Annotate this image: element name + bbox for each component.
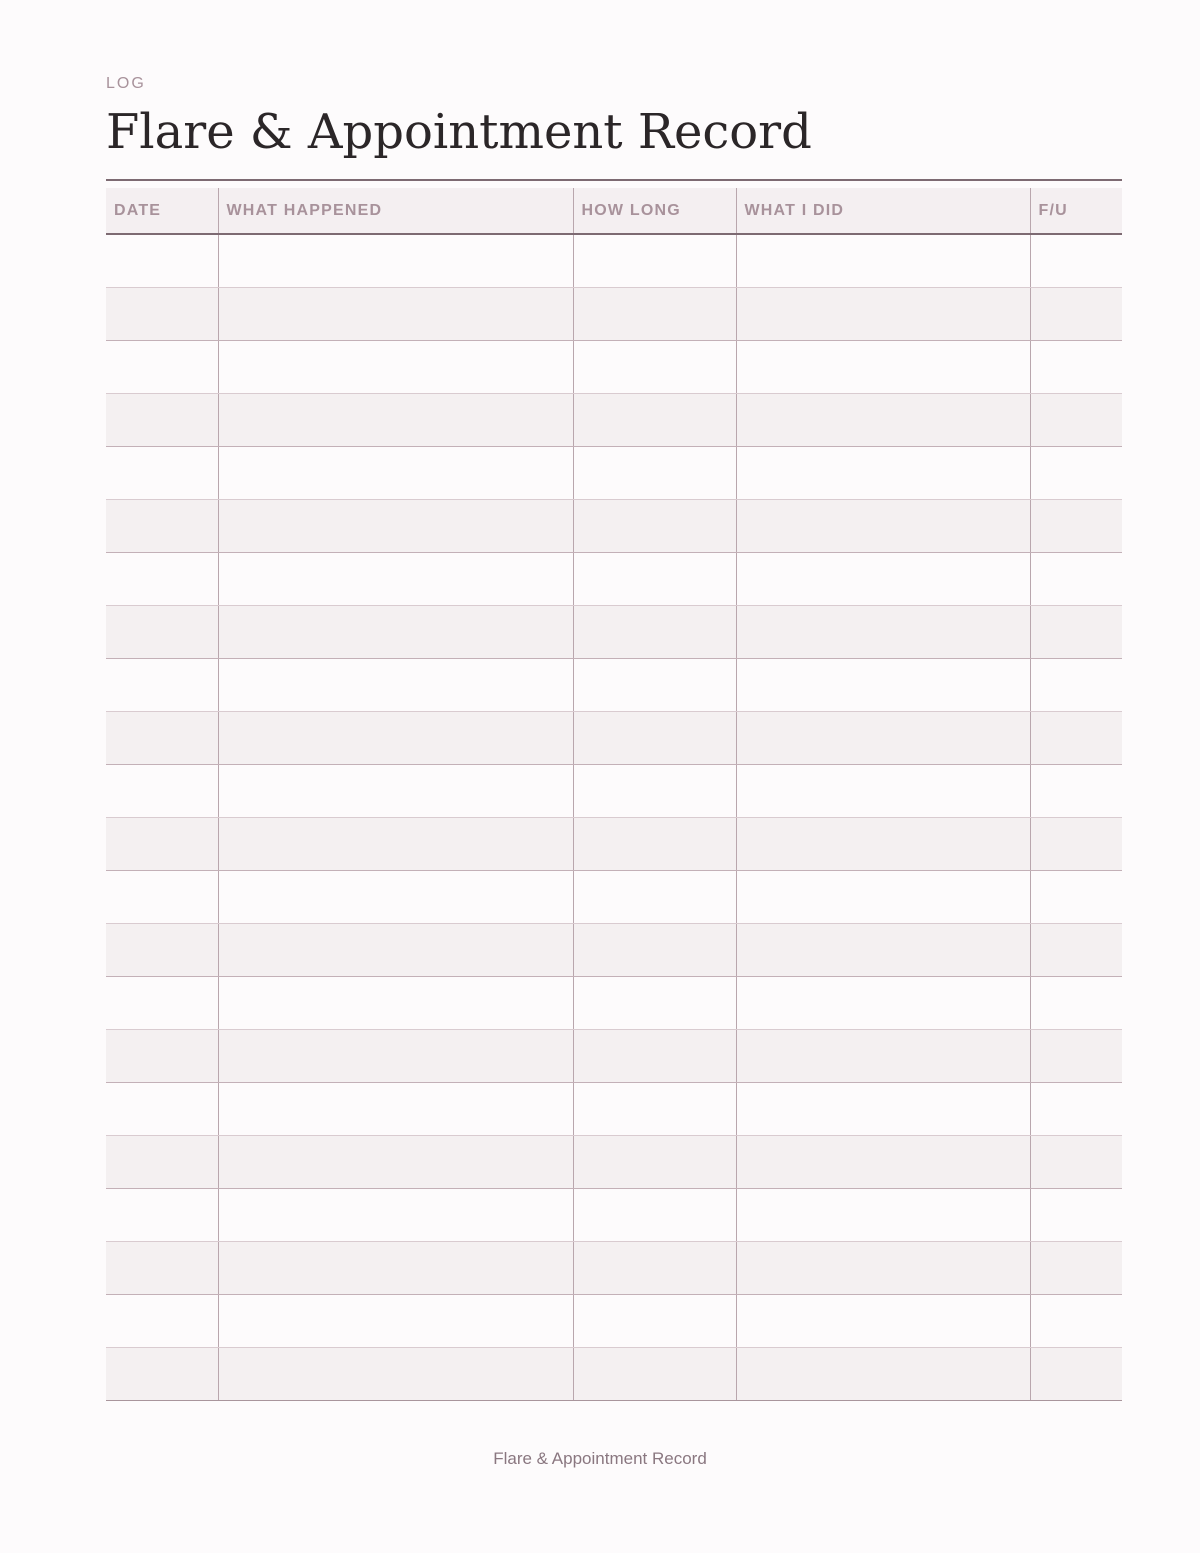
cell-what-i-did[interactable] bbox=[736, 552, 1030, 605]
cell-follow-up[interactable] bbox=[1030, 1029, 1122, 1082]
cell-follow-up[interactable] bbox=[1030, 923, 1122, 976]
cell-date[interactable] bbox=[106, 976, 218, 1029]
cell-how-long[interactable] bbox=[573, 1294, 736, 1347]
cell-how-long[interactable] bbox=[573, 658, 736, 711]
table-row bbox=[106, 658, 1122, 711]
cell-date[interactable] bbox=[106, 605, 218, 658]
cell-how-long[interactable] bbox=[573, 1135, 736, 1188]
cell-date[interactable] bbox=[106, 1188, 218, 1241]
table-row bbox=[106, 1135, 1122, 1188]
cell-date[interactable] bbox=[106, 923, 218, 976]
cell-what-i-did[interactable] bbox=[736, 1135, 1030, 1188]
title-divider bbox=[106, 179, 1122, 181]
cell-what-i-did[interactable] bbox=[736, 393, 1030, 446]
cell-date[interactable] bbox=[106, 287, 218, 340]
cell-follow-up[interactable] bbox=[1030, 976, 1122, 1029]
cell-follow-up[interactable] bbox=[1030, 446, 1122, 499]
cell-follow-up[interactable] bbox=[1030, 340, 1122, 393]
column-header-what-happened: WHAT HAPPENED bbox=[218, 188, 573, 234]
table-row bbox=[106, 552, 1122, 605]
cell-what-i-did[interactable] bbox=[736, 1029, 1030, 1082]
cell-follow-up[interactable] bbox=[1030, 234, 1122, 287]
cell-date[interactable] bbox=[106, 870, 218, 923]
cell-what-happened[interactable] bbox=[218, 1135, 573, 1188]
cell-what-happened[interactable] bbox=[218, 1082, 573, 1135]
cell-what-i-did[interactable] bbox=[736, 923, 1030, 976]
cell-date[interactable] bbox=[106, 817, 218, 870]
cell-what-happened[interactable] bbox=[218, 605, 573, 658]
cell-how-long[interactable] bbox=[573, 1241, 736, 1294]
cell-date[interactable] bbox=[106, 1082, 218, 1135]
cell-how-long[interactable] bbox=[573, 1347, 736, 1400]
table-header-row bbox=[106, 188, 1122, 234]
cell-what-happened[interactable] bbox=[218, 976, 573, 1029]
cell-date[interactable] bbox=[106, 1241, 218, 1294]
cell-what-i-did[interactable] bbox=[736, 287, 1030, 340]
cell-what-i-did[interactable] bbox=[736, 764, 1030, 817]
cell-follow-up[interactable] bbox=[1030, 499, 1122, 552]
cell-what-i-did[interactable] bbox=[736, 1347, 1030, 1400]
cell-what-i-did[interactable] bbox=[736, 711, 1030, 764]
table-row bbox=[106, 1082, 1122, 1135]
table-row bbox=[106, 1188, 1122, 1241]
table-row bbox=[106, 870, 1122, 923]
cell-what-i-did[interactable] bbox=[736, 1082, 1030, 1135]
cell-how-long[interactable] bbox=[573, 711, 736, 764]
cell-date[interactable] bbox=[106, 764, 218, 817]
table-row bbox=[106, 923, 1122, 976]
cell-follow-up[interactable] bbox=[1030, 1241, 1122, 1294]
table-row bbox=[106, 1347, 1122, 1400]
cell-what-happened[interactable] bbox=[218, 499, 573, 552]
table-row bbox=[106, 393, 1122, 446]
cell-how-long[interactable] bbox=[573, 340, 736, 393]
cell-follow-up[interactable] bbox=[1030, 870, 1122, 923]
cell-what-happened[interactable] bbox=[218, 1029, 573, 1082]
cell-how-long[interactable] bbox=[573, 923, 736, 976]
table-row bbox=[106, 340, 1122, 393]
cell-what-i-did[interactable] bbox=[736, 658, 1030, 711]
table-row bbox=[106, 1241, 1122, 1294]
cell-how-long[interactable] bbox=[573, 976, 736, 1029]
cell-what-i-did[interactable] bbox=[736, 499, 1030, 552]
cell-follow-up[interactable] bbox=[1030, 1294, 1122, 1347]
cell-what-happened[interactable] bbox=[218, 393, 573, 446]
cell-what-i-did[interactable] bbox=[736, 605, 1030, 658]
table-row bbox=[106, 446, 1122, 499]
table-row bbox=[106, 976, 1122, 1029]
cell-follow-up[interactable] bbox=[1030, 1082, 1122, 1135]
cell-date[interactable] bbox=[106, 340, 218, 393]
cell-follow-up[interactable] bbox=[1030, 711, 1122, 764]
cell-what-happened[interactable] bbox=[218, 1347, 573, 1400]
table-row bbox=[106, 499, 1122, 552]
cell-what-happened[interactable] bbox=[218, 817, 573, 870]
cell-how-long[interactable] bbox=[573, 1029, 736, 1082]
cell-how-long[interactable] bbox=[573, 499, 736, 552]
cell-follow-up[interactable] bbox=[1030, 764, 1122, 817]
table-body bbox=[106, 234, 1122, 1400]
cell-what-i-did[interactable] bbox=[736, 870, 1030, 923]
cell-follow-up[interactable] bbox=[1030, 552, 1122, 605]
table-row bbox=[106, 1029, 1122, 1082]
cell-follow-up[interactable] bbox=[1030, 605, 1122, 658]
cell-date[interactable] bbox=[106, 711, 218, 764]
cell-follow-up[interactable] bbox=[1030, 393, 1122, 446]
cell-date[interactable] bbox=[106, 552, 218, 605]
section-eyebrow: LOG bbox=[106, 75, 146, 92]
table-row bbox=[106, 817, 1122, 870]
cell-follow-up[interactable] bbox=[1030, 1347, 1122, 1400]
record-table bbox=[106, 188, 1122, 1401]
cell-what-happened[interactable] bbox=[218, 552, 573, 605]
cell-what-happened[interactable] bbox=[218, 340, 573, 393]
cell-date[interactable] bbox=[106, 658, 218, 711]
cell-how-long[interactable] bbox=[573, 605, 736, 658]
cell-date[interactable] bbox=[106, 499, 218, 552]
cell-date[interactable] bbox=[106, 393, 218, 446]
cell-what-happened[interactable] bbox=[218, 923, 573, 976]
cell-what-happened[interactable] bbox=[218, 287, 573, 340]
cell-what-happened[interactable] bbox=[218, 764, 573, 817]
cell-follow-up[interactable] bbox=[1030, 1188, 1122, 1241]
column-header-date: DATE bbox=[106, 188, 218, 234]
cell-what-happened[interactable] bbox=[218, 446, 573, 499]
cell-what-i-did[interactable] bbox=[736, 340, 1030, 393]
cell-what-i-did[interactable] bbox=[736, 1188, 1030, 1241]
table-row bbox=[106, 1294, 1122, 1347]
cell-what-i-did[interactable] bbox=[736, 1294, 1030, 1347]
cell-what-happened[interactable] bbox=[218, 1241, 573, 1294]
page-title: Flare & Appointment Record bbox=[106, 104, 812, 160]
cell-follow-up[interactable] bbox=[1030, 658, 1122, 711]
cell-what-happened[interactable] bbox=[218, 1188, 573, 1241]
cell-date[interactable] bbox=[106, 1029, 218, 1082]
cell-how-long[interactable] bbox=[573, 446, 736, 499]
cell-how-long[interactable] bbox=[573, 870, 736, 923]
cell-what-happened[interactable] bbox=[218, 658, 573, 711]
cell-date[interactable] bbox=[106, 1135, 218, 1188]
cell-what-happened[interactable] bbox=[218, 234, 573, 287]
column-header-how-long: HOW LONG bbox=[573, 188, 736, 234]
cell-what-i-did[interactable] bbox=[736, 446, 1030, 499]
cell-how-long[interactable] bbox=[573, 234, 736, 287]
cell-how-long[interactable] bbox=[573, 552, 736, 605]
table-row bbox=[106, 605, 1122, 658]
cell-date[interactable] bbox=[106, 234, 218, 287]
cell-how-long[interactable] bbox=[573, 1188, 736, 1241]
cell-how-long[interactable] bbox=[573, 287, 736, 340]
cell-how-long[interactable] bbox=[573, 817, 736, 870]
cell-what-i-did[interactable] bbox=[736, 976, 1030, 1029]
table-row bbox=[106, 234, 1122, 287]
cell-how-long[interactable] bbox=[573, 393, 736, 446]
cell-how-long[interactable] bbox=[573, 764, 736, 817]
cell-what-happened[interactable] bbox=[218, 711, 573, 764]
column-header-what-i-did: WHAT I DID bbox=[736, 188, 1030, 234]
cell-date[interactable] bbox=[106, 446, 218, 499]
cell-what-i-did[interactable] bbox=[736, 1241, 1030, 1294]
cell-date[interactable] bbox=[106, 1347, 218, 1400]
cell-follow-up[interactable] bbox=[1030, 287, 1122, 340]
table-row bbox=[106, 764, 1122, 817]
table-row bbox=[106, 287, 1122, 340]
cell-what-happened[interactable] bbox=[218, 870, 573, 923]
column-header-follow-up: F/U bbox=[1030, 188, 1122, 234]
page-footer: Flare & Appointment Record bbox=[493, 1449, 707, 1468]
cell-date[interactable] bbox=[106, 1294, 218, 1347]
cell-follow-up[interactable] bbox=[1030, 1135, 1122, 1188]
cell-what-i-did[interactable] bbox=[736, 234, 1030, 287]
cell-follow-up[interactable] bbox=[1030, 817, 1122, 870]
table-row bbox=[106, 711, 1122, 764]
cell-how-long[interactable] bbox=[573, 1082, 736, 1135]
cell-what-happened[interactable] bbox=[218, 1294, 573, 1347]
cell-what-i-did[interactable] bbox=[736, 817, 1030, 870]
